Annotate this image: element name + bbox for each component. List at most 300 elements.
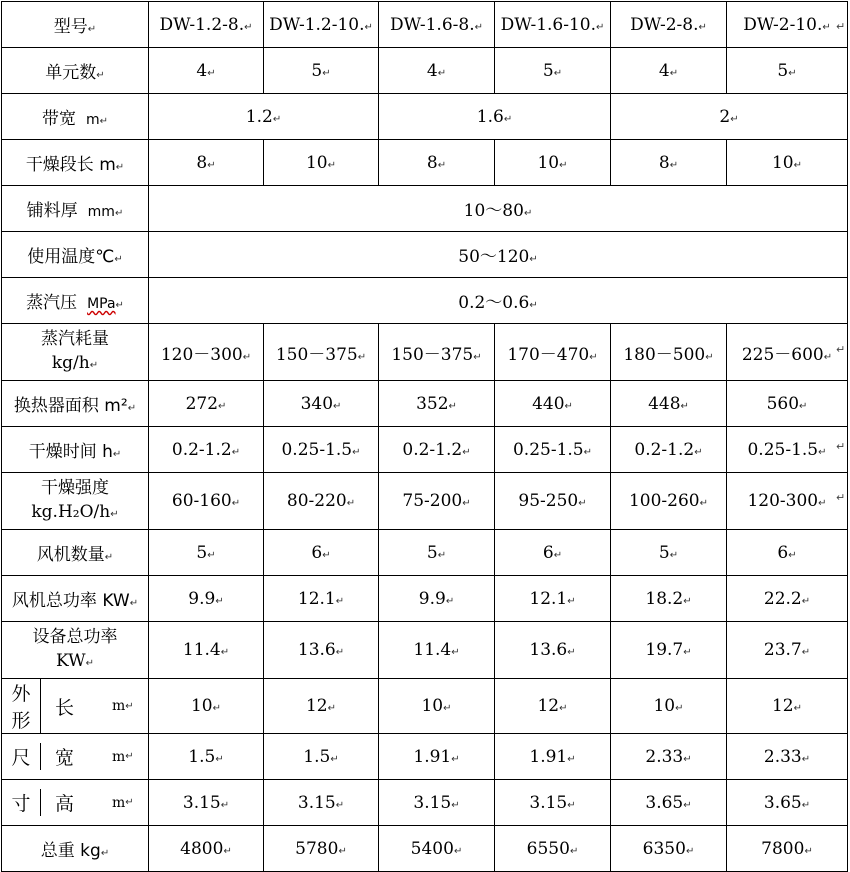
fan_power-label-text: 风机总功率 KW	[11, 591, 130, 611]
value-cell-text: 3.15	[182, 792, 221, 813]
value-cell	[379, 780, 495, 826]
spread_thickness-label	[2, 186, 149, 232]
table-row	[2, 48, 848, 94]
cell-mark: ↵	[669, 67, 679, 79]
value-cell-text: 12	[305, 696, 328, 716]
row-end-mark: ↵	[836, 491, 846, 504]
value-cell	[149, 826, 264, 872]
value-cell-text: 13.6	[297, 640, 336, 660]
cell-mark: ↵	[698, 21, 707, 33]
value-cell-text: 5	[426, 542, 438, 563]
value-cell	[379, 381, 495, 427]
header-label	[2, 2, 149, 48]
value-cell	[495, 473, 611, 530]
cell-mark: ↵	[322, 67, 331, 79]
cell-mark: ↵	[699, 498, 709, 509]
cell-mark: ↵	[462, 446, 471, 458]
cell-mark: ↵	[448, 400, 457, 412]
value-cell-text: 0.25-1.5	[512, 439, 584, 460]
cell-mark: ↵	[730, 113, 739, 125]
cell-mark: ↵	[675, 703, 684, 714]
table-row	[2, 381, 848, 427]
value-cell-text: 6	[311, 542, 323, 563]
dry_intensity-label-line2	[2, 500, 148, 527]
value-cell	[611, 473, 727, 530]
total_power-label-line1: 设备总功率	[32, 626, 118, 647]
value-cell-text: 11.4	[182, 640, 221, 660]
dimension-label-cell	[2, 780, 149, 826]
dry_time-label	[2, 427, 149, 473]
steam_consumption-label-line1: 蒸汽耗量	[41, 328, 109, 349]
cell-mark: ↵	[85, 657, 94, 669]
steam_consumption-label	[2, 324, 149, 381]
cell-mark: ↵	[114, 208, 124, 219]
table-row	[2, 576, 848, 622]
cell-mark: ↵	[583, 446, 593, 458]
value-cell	[611, 530, 727, 576]
model-cell-text: DW-1.2-8.	[159, 14, 245, 35]
cell-mark: ↵	[443, 703, 452, 714]
value-cell-text: 7800	[761, 838, 805, 859]
steam-pressure-value	[149, 278, 848, 324]
dimension-length-unit: m	[112, 698, 126, 714]
cell-mark: ↵	[453, 845, 463, 857]
spread-thickness-value-text: 10～80	[463, 201, 524, 221]
value-cell-text: 120－300	[160, 344, 243, 365]
model-cell-text: DW-2-8.	[630, 14, 699, 35]
dimension-group-char: 形	[11, 710, 31, 732]
value-cell-text: 3.15	[413, 792, 452, 813]
belt_width-unit: m	[85, 112, 100, 128]
cell-mark: ↵	[207, 159, 216, 171]
value-cell	[611, 734, 727, 780]
value-cell-text: 11.4	[413, 640, 452, 660]
cell-mark: ↵	[818, 498, 827, 509]
cell-mark: ↵	[338, 845, 347, 857]
table-row	[2, 278, 848, 324]
belt_width-label	[2, 94, 149, 140]
table-row	[2, 427, 848, 473]
value-cell-text: 0.2-1.2	[634, 439, 695, 460]
cell-mark: ↵	[207, 549, 216, 561]
value-cell	[495, 48, 611, 94]
cell-mark: ↵	[330, 753, 339, 765]
cell-mark: ↵	[242, 351, 252, 363]
value-cell-text: 4	[196, 60, 208, 81]
value-cell	[727, 576, 848, 622]
value-cell	[264, 530, 379, 576]
value-cell	[379, 622, 495, 679]
value-cell	[379, 473, 495, 530]
value-cell	[495, 780, 611, 826]
value-cell-text: 5780	[295, 838, 339, 859]
model-cell	[264, 2, 379, 48]
cell-mark: ↵	[589, 351, 598, 363]
value-cell-text: 0.2-1.2	[171, 439, 232, 460]
model-cell-text: DW-1.6-10.	[500, 14, 597, 35]
cell-mark: ↵	[567, 595, 576, 607]
value-cell-text: 340	[300, 393, 334, 414]
table-row	[2, 94, 848, 140]
cell-mark: ↵	[694, 446, 703, 458]
value-cell-text: 3.65	[645, 792, 684, 813]
value-cell	[264, 576, 379, 622]
cell-mark: ↵	[567, 799, 576, 811]
value-cell-text: 5	[658, 542, 670, 563]
value-cell-text: 0.2-1.2	[402, 439, 463, 460]
value-cell-text: 8	[196, 152, 208, 173]
spec-table	[1, 1, 848, 872]
steam-pressure-value-text: 0.2～0.6	[458, 293, 530, 313]
cell-mark: ↵	[207, 67, 216, 79]
table-row	[2, 232, 848, 278]
fan_power-label	[2, 576, 149, 622]
value-cell	[495, 734, 611, 780]
value-cell	[611, 140, 727, 186]
value-cell	[495, 427, 611, 473]
cell-mark: ↵	[115, 300, 124, 311]
cell-mark: ↵	[801, 647, 811, 658]
table-row	[2, 734, 848, 780]
cell-mark: ↵	[801, 799, 811, 811]
value-cell-text: 150－375	[275, 344, 358, 365]
value-cell-text: 0.25-1.5	[281, 439, 353, 460]
dimension-width-unit: m	[112, 748, 126, 765]
value-cell-text: 10	[421, 696, 444, 716]
exchanger_area-label-text: 换热器面积 m²	[13, 396, 128, 416]
value-cell	[264, 140, 379, 186]
belt-width-cell-text: 1.2	[245, 106, 273, 127]
value-cell-text: 22.2	[763, 588, 802, 609]
value-cell-text: 12	[771, 696, 794, 716]
value-cell	[149, 324, 264, 381]
value-cell-text: 23.7	[763, 640, 802, 660]
value-cell	[727, 622, 848, 679]
value-cell-text: 12	[537, 696, 560, 716]
value-cell-text: 8	[426, 152, 438, 173]
value-cell-text: 2.33	[763, 746, 802, 767]
value-cell-text: 5400	[410, 838, 454, 859]
cell-mark: ↵	[569, 845, 579, 857]
cell-mark: ↵	[335, 799, 345, 811]
value-cell	[611, 324, 727, 381]
cell-mark: ↵	[215, 753, 224, 765]
value-cell-text: 4	[426, 60, 438, 81]
value-cell	[149, 48, 264, 94]
dry_length-label-text: 干燥段长 m	[25, 155, 116, 175]
value-cell-text: 225－600	[741, 344, 824, 365]
spread-thickness-value	[149, 186, 848, 232]
value-cell-text: 1.5	[303, 746, 331, 767]
dry_time-label-text: 干燥时间 h	[28, 442, 113, 462]
value-cell-text: 18.2	[645, 588, 684, 609]
value-cell-text: 5	[542, 60, 554, 81]
steam_pressure-label-text: 蒸汽压	[26, 293, 78, 313]
steam_consumption-label-line2-text: kg/h	[51, 352, 90, 373]
cell-mark: ↵	[799, 400, 808, 412]
model-cell	[379, 2, 495, 48]
cell-mark: ↵	[110, 508, 119, 520]
cell-mark: ↵	[352, 446, 361, 458]
value-cell	[727, 381, 848, 427]
fan_count-label	[2, 530, 149, 576]
value-cell-text: 10	[771, 152, 794, 173]
model-cell	[611, 2, 727, 48]
cell-mark: ↵	[462, 498, 471, 509]
value-cell	[379, 734, 495, 780]
cell-mark: ↵	[793, 159, 803, 171]
row-end-mark: ↵	[836, 20, 846, 33]
value-cell-text: 10	[653, 696, 676, 716]
value-cell	[379, 826, 495, 872]
dimension-label-cell	[2, 734, 149, 780]
belt_width-label-text: 带宽	[41, 109, 76, 129]
value-cell-text: 6550	[526, 838, 570, 859]
cell-mark: ↵	[335, 647, 345, 658]
temperature-value-text: 50～120	[458, 247, 530, 267]
value-cell	[495, 140, 611, 186]
dimension-height-unit: m	[112, 794, 126, 811]
value-cell	[611, 427, 727, 473]
cell-mark: ↵	[567, 753, 576, 765]
value-cell	[379, 576, 495, 622]
cell-mark: ↵	[685, 845, 695, 857]
value-cell	[149, 381, 264, 427]
cell-mark: ↵	[451, 753, 460, 765]
cell-mark: ↵	[683, 595, 692, 607]
cell-mark: ↵	[231, 446, 241, 458]
model-cell-text: DW-2-10.	[743, 14, 823, 35]
dimension-label-wrap	[2, 789, 148, 816]
model-cell-text: DW-1.2-10.	[269, 14, 365, 35]
value-cell	[264, 679, 379, 734]
value-cell	[727, 530, 848, 576]
cell-mark: ↵	[578, 498, 587, 509]
table-row	[2, 780, 848, 826]
cell-mark: ↵	[212, 703, 222, 714]
dry_intensity-label-line2-text: kg.H₂O/h	[31, 501, 111, 522]
value-cell	[495, 826, 611, 872]
total_power-label-line2-text: KW	[56, 650, 86, 671]
cell-mark: ↵	[322, 549, 331, 561]
cell-mark: ↵	[115, 162, 125, 173]
cell-mark: ↵	[451, 799, 460, 811]
value-cell-text: 352	[416, 393, 449, 414]
value-cell	[149, 734, 264, 780]
cell-mark: ↵	[437, 549, 447, 561]
value-cell	[727, 780, 848, 826]
cell-mark: ↵	[89, 359, 99, 371]
cell-mark: ↵	[215, 595, 224, 607]
cell-mark: ↵	[523, 208, 533, 219]
belt-width-cell	[611, 94, 848, 140]
value-cell-text: 1.5	[188, 746, 216, 767]
belt-width-cell	[379, 94, 611, 140]
table-row	[2, 186, 848, 232]
cell-mark: ↵	[218, 400, 227, 412]
value-cell	[149, 473, 264, 530]
value-cell	[149, 530, 264, 576]
value-cell	[727, 473, 848, 530]
units_count-label-text: 单元数	[45, 63, 97, 83]
dimension-group-strip	[2, 789, 41, 816]
cell-mark: ↵	[357, 351, 367, 363]
total_weight-label	[2, 826, 149, 872]
cell-mark: ↵	[125, 797, 134, 808]
cell-mark: ↵	[683, 799, 692, 811]
value-cell	[495, 530, 611, 576]
dimension-height-label-text: 高	[55, 793, 75, 815]
cell-mark: ↵	[114, 254, 123, 265]
cell-mark: ↵	[437, 67, 447, 79]
dimension-length-label-text: 长	[55, 696, 75, 719]
table-row	[2, 140, 848, 186]
cell-mark: ↵	[445, 595, 455, 607]
cell-mark: ↵	[125, 700, 134, 712]
value-cell	[611, 48, 727, 94]
value-cell	[149, 140, 264, 186]
cell-mark: ↵	[333, 400, 342, 412]
value-cell-text: 3.15	[529, 792, 568, 813]
value-cell-text: 12.1	[297, 588, 336, 609]
cell-mark: ↵	[96, 70, 105, 81]
cell-mark: ↵	[99, 116, 109, 127]
value-cell	[727, 427, 848, 473]
value-cell	[149, 780, 264, 826]
value-cell	[149, 427, 264, 473]
dry_intensity-label-line1: 干燥强度	[41, 477, 109, 498]
cell-mark: ↵	[567, 647, 576, 658]
value-cell-text: 8	[658, 152, 670, 173]
value-cell-text: 4800	[180, 838, 224, 859]
dimension-label-cell	[2, 679, 149, 734]
value-cell-text: 180－500	[623, 344, 706, 365]
value-cell-text: 10	[305, 152, 328, 173]
steam_pressure-unit: MPa	[87, 296, 116, 312]
value-cell	[727, 48, 848, 94]
value-cell	[611, 826, 727, 872]
value-cell	[727, 140, 848, 186]
value-cell	[495, 381, 611, 427]
units_count-label	[2, 48, 149, 94]
table-row	[2, 2, 848, 48]
table-row	[2, 324, 848, 381]
dimension-width-label	[41, 743, 148, 770]
cell-mark: ↵	[129, 598, 139, 609]
value-cell-text: 95-250	[518, 491, 579, 511]
cell-mark: ↵	[503, 113, 513, 125]
value-cell	[149, 679, 264, 734]
value-cell-text: 5	[777, 60, 789, 81]
cell-mark: ↵	[346, 498, 356, 509]
value-cell	[727, 734, 848, 780]
cell-mark: ↵	[112, 449, 122, 460]
dimension-label-wrap	[2, 743, 148, 770]
value-cell-text: 448	[648, 393, 681, 414]
cell-mark: ↵	[559, 159, 568, 171]
value-cell-text: 10	[190, 696, 213, 716]
value-cell	[264, 780, 379, 826]
value-cell-text: 2.33	[645, 746, 684, 767]
value-cell-text: 440	[532, 393, 565, 414]
steam_consumption-label-line2	[2, 351, 148, 378]
total_power-label	[2, 622, 149, 679]
row-end-mark: ↵	[836, 343, 846, 356]
value-cell	[379, 48, 495, 94]
value-cell-text: 3.15	[297, 792, 336, 813]
cell-mark: ↵	[788, 549, 797, 561]
dimension-label-wrap	[2, 679, 148, 733]
value-cell-text: 100-260	[628, 491, 700, 511]
temperature-label	[2, 232, 149, 278]
row-end-mark: ↵	[836, 440, 846, 453]
dimension-group-char: 寸	[11, 793, 31, 815]
table-row	[2, 473, 848, 530]
value-cell	[611, 622, 727, 679]
cell-mark: ↵	[822, 21, 831, 33]
fan_count-label-text: 风机数量	[36, 545, 105, 565]
value-cell	[149, 576, 264, 622]
value-cell-text: 10	[537, 152, 560, 173]
cell-mark: ↵	[596, 21, 605, 33]
cell-mark: ↵	[474, 21, 483, 33]
cell-mark: ↵	[327, 703, 337, 714]
temperature-label-text: 使用温度℃	[27, 247, 115, 267]
cell-mark: ↵	[364, 21, 373, 33]
cell-mark: ↵	[559, 703, 568, 714]
value-cell	[379, 427, 495, 473]
cell-mark: ↵	[801, 753, 811, 765]
cell-mark: ↵	[125, 751, 134, 762]
value-cell-text: 1.91	[529, 746, 568, 767]
dimension-group-strip	[2, 679, 41, 733]
value-cell-text: 9.9	[188, 588, 216, 609]
cell-mark: ↵	[87, 24, 97, 35]
value-cell	[264, 622, 379, 679]
value-cell	[264, 473, 379, 530]
cell-mark: ↵	[683, 753, 692, 765]
value-cell-text: 9.9	[418, 588, 446, 609]
cell-mark: ↵	[529, 254, 538, 265]
value-cell-text: 3.65	[763, 792, 802, 813]
cell-mark: ↵	[793, 703, 803, 714]
cell-mark: ↵	[335, 595, 345, 607]
cell-mark: ↵	[437, 159, 447, 171]
cell-mark: ↵	[680, 400, 689, 412]
value-cell	[727, 324, 848, 381]
cell-mark: ↵	[669, 159, 679, 171]
cell-mark: ↵	[451, 647, 460, 658]
cell-mark: ↵	[669, 549, 679, 561]
value-cell-text: 120-300	[747, 491, 819, 511]
table-row	[2, 826, 848, 872]
value-cell-text: 60-160	[171, 491, 232, 511]
cell-mark: ↵	[104, 552, 114, 563]
value-cell-text: 6	[542, 542, 554, 563]
belt-width-cell-text: 2	[719, 106, 731, 127]
temperature-value	[149, 232, 848, 278]
cell-mark: ↵	[553, 549, 563, 561]
value-cell	[611, 679, 727, 734]
cell-mark: ↵	[529, 300, 538, 311]
spread_thickness-label-text: 铺料厚	[26, 201, 78, 221]
value-cell-text: 80-220	[286, 491, 347, 511]
dimension-width-label-text: 宽	[55, 747, 75, 769]
model-cell	[495, 2, 611, 48]
value-cell-text: 272	[185, 393, 219, 414]
total_power-label-line2	[2, 649, 148, 676]
cell-mark: ↵	[327, 159, 337, 171]
